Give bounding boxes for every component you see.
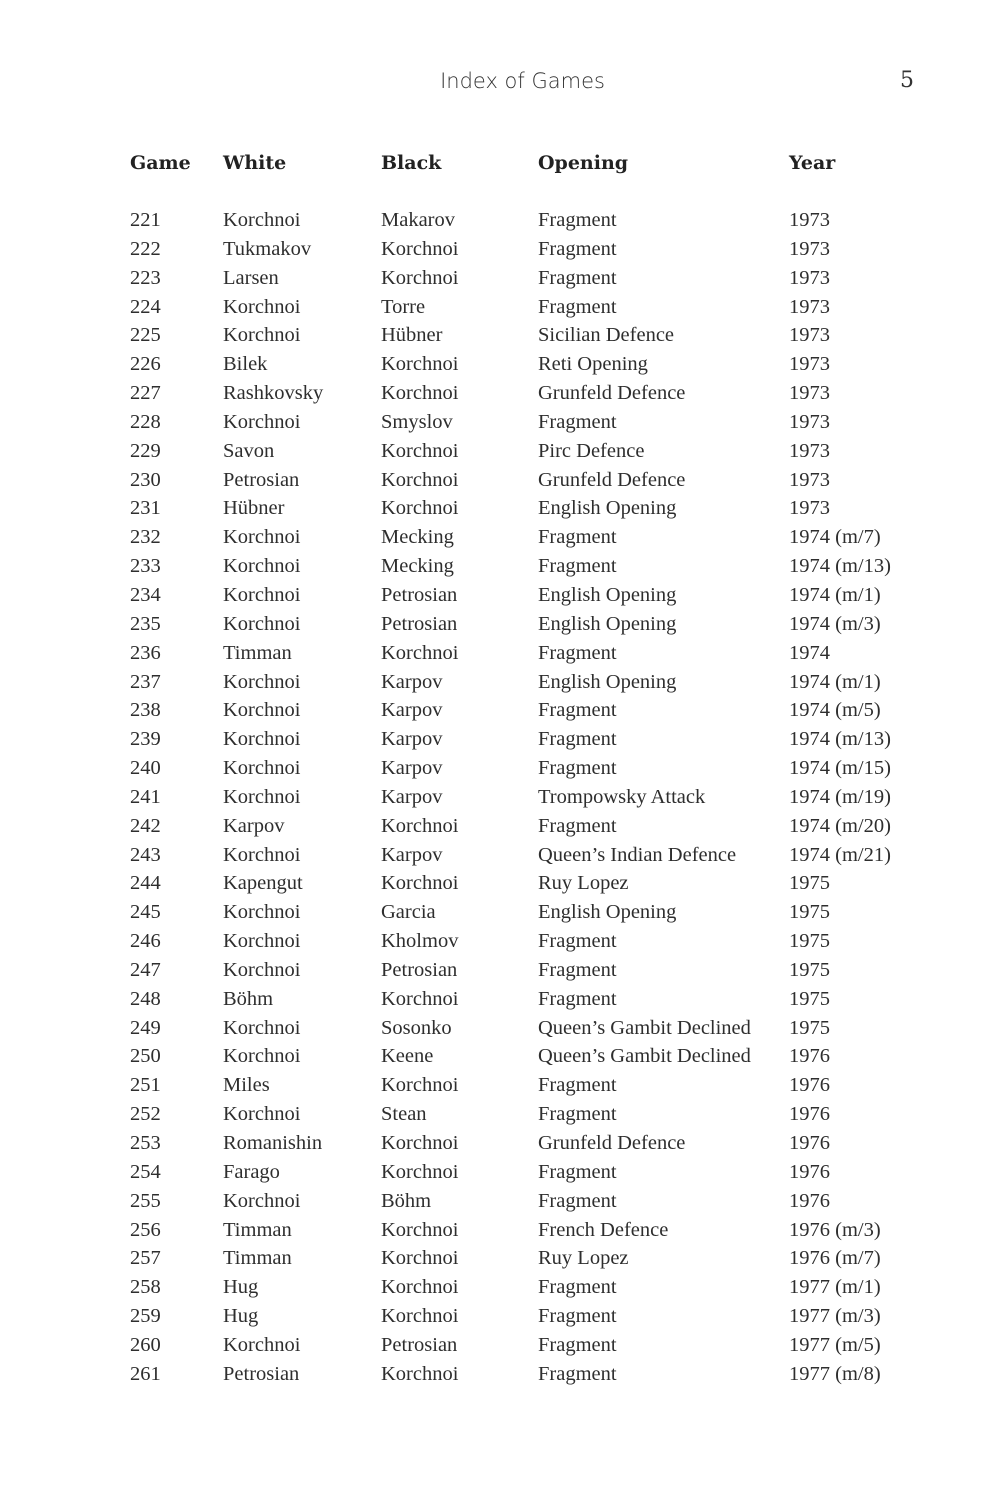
- cell-year: 1976 (m/3): [789, 1218, 881, 1241]
- cell-white-player: Korchnoi: [223, 612, 301, 635]
- cell-black-player: Korchnoi: [381, 353, 459, 376]
- cell-black-player: Mecking: [381, 526, 454, 549]
- cell-white-player: Böhm: [223, 987, 274, 1010]
- cell-black-player: Korchnoi: [381, 1218, 459, 1241]
- table-row: [130, 869, 930, 898]
- cell-opening: Fragment: [538, 1074, 617, 1097]
- cell-year: 1977 (m/1): [789, 1276, 881, 1299]
- cell-game-number: 243: [130, 843, 161, 866]
- table-row: [130, 235, 930, 264]
- table-row: [130, 1071, 930, 1100]
- table-row: [130, 1244, 930, 1273]
- table-row: [130, 1100, 930, 1129]
- table-row: [130, 956, 930, 985]
- table-row: [130, 696, 930, 725]
- cell-game-number: 229: [130, 439, 161, 462]
- cell-opening: Sicilian Defence: [538, 324, 675, 347]
- cell-white-player: Kapengut: [223, 872, 303, 895]
- cell-year: 1974 (m/7): [789, 526, 881, 549]
- cell-game-number: 237: [130, 670, 161, 693]
- cell-year: 1973: [789, 324, 830, 347]
- cell-opening: Grunfeld Defence: [538, 1132, 686, 1154]
- cell-opening: Fragment: [538, 958, 617, 981]
- cell-opening: Queen’s Indian Defence: [538, 843, 737, 866]
- cell-black-player: Petrosian: [381, 1333, 458, 1356]
- cell-white-player: Timman: [223, 1247, 292, 1270]
- column-header-white: White: [223, 152, 287, 174]
- cell-year: 1976: [789, 1074, 830, 1097]
- cell-opening: Fragment: [538, 757, 617, 780]
- cell-white-player: Larsen: [223, 266, 279, 289]
- cell-opening: Fragment: [538, 987, 617, 1010]
- cell-game-number: 230: [130, 468, 161, 491]
- cell-year: 1973: [789, 410, 830, 433]
- cell-black-player: Torre: [381, 295, 426, 318]
- cell-opening: Fragment: [538, 1333, 617, 1356]
- cell-opening: Fragment: [538, 1305, 617, 1328]
- cell-white-player: Korchnoi: [223, 1045, 301, 1068]
- column-header-opening: Opening: [538, 152, 629, 174]
- table-row: [130, 1273, 930, 1302]
- cell-game-number: 233: [130, 555, 161, 578]
- cell-game-number: 242: [130, 814, 161, 837]
- cell-black-player: Korchnoi: [381, 814, 459, 837]
- cell-white-player: Korchnoi: [223, 901, 301, 924]
- cell-game-number: 221: [130, 209, 161, 231]
- cell-black-player: Korchnoi: [381, 1305, 459, 1328]
- cell-opening: Fragment: [538, 1276, 617, 1299]
- cell-year: 1976: [789, 1160, 830, 1183]
- cell-year: 1973: [789, 209, 830, 231]
- table-row: [130, 206, 930, 235]
- cell-game-number: 258: [130, 1276, 161, 1299]
- table-row: [130, 725, 930, 754]
- table-row: [130, 1187, 930, 1216]
- table-row: [130, 1302, 930, 1331]
- table-row: [130, 754, 930, 783]
- cell-black-player: Petrosian: [381, 958, 458, 981]
- cell-year: 1975: [789, 930, 830, 953]
- games-table-body: [130, 206, 930, 1389]
- cell-black-player: Smyslov: [381, 410, 453, 433]
- table-row: [130, 494, 930, 523]
- page-number: 5: [900, 68, 914, 93]
- cell-opening: Queen’s Gambit Declined: [538, 1045, 751, 1068]
- cell-year: 1974 (m/5): [789, 699, 881, 722]
- table-row: [130, 1216, 930, 1245]
- cell-black-player: Mecking: [381, 555, 454, 578]
- cell-game-number: 255: [130, 1189, 161, 1212]
- cell-white-player: Romanishin: [223, 1132, 323, 1154]
- table-row: [130, 1042, 930, 1071]
- cell-game-number: 226: [130, 353, 161, 376]
- cell-white-player: Hübner: [223, 497, 285, 520]
- column-header-game: Game: [130, 152, 191, 174]
- cell-opening: Fragment: [538, 930, 617, 953]
- table-row: [130, 581, 930, 610]
- cell-year: 1976: [789, 1189, 830, 1212]
- cell-opening: Fragment: [538, 209, 617, 231]
- cell-black-player: Korchnoi: [381, 1247, 459, 1270]
- cell-game-number: 223: [130, 266, 161, 289]
- cell-game-number: 227: [130, 382, 161, 405]
- cell-game-number: 261: [130, 1362, 161, 1385]
- cell-white-player: Korchnoi: [223, 728, 301, 751]
- table-row: [130, 841, 930, 870]
- cell-white-player: Korchnoi: [223, 843, 301, 866]
- cell-opening: Ruy Lopez: [538, 1247, 629, 1270]
- cell-opening: Fragment: [538, 410, 617, 433]
- table-row: [130, 668, 930, 697]
- cell-white-player: Tukmakov: [223, 237, 312, 260]
- cell-black-player: Karpov: [381, 785, 443, 808]
- cell-year: 1977 (m/5): [789, 1333, 881, 1356]
- cell-white-player: Korchnoi: [223, 785, 301, 808]
- cell-opening: Fragment: [538, 266, 617, 289]
- cell-black-player: Hübner: [381, 324, 443, 347]
- cell-black-player: Karpov: [381, 728, 443, 751]
- column-header-black: Black: [381, 152, 442, 174]
- page-title: Index of Games: [440, 69, 605, 93]
- table-row: [130, 466, 930, 495]
- cell-white-player: Hug: [223, 1305, 259, 1328]
- cell-year: 1974 (m/20): [789, 814, 891, 837]
- cell-opening: Pirc Defence: [538, 439, 645, 462]
- cell-year: 1974 (m/13): [789, 728, 891, 751]
- cell-opening: Queen’s Gambit Declined: [538, 1016, 751, 1039]
- cell-black-player: Korchnoi: [381, 1362, 459, 1385]
- running-head: [0, 66, 1000, 96]
- cell-black-player: Petrosian: [381, 612, 458, 635]
- cell-game-number: 235: [130, 612, 161, 635]
- table-row: [130, 639, 930, 668]
- cell-white-player: Korchnoi: [223, 295, 301, 318]
- cell-game-number: 244: [130, 872, 161, 895]
- table-row: [130, 1360, 930, 1389]
- cell-game-number: 249: [130, 1016, 161, 1039]
- cell-game-number: 251: [130, 1074, 161, 1097]
- cell-opening: Fragment: [538, 295, 617, 318]
- cell-year: 1974 (m/19): [789, 785, 891, 808]
- cell-opening: Trompowsky Attack: [538, 785, 706, 808]
- cell-year: 1974 (m/13): [789, 555, 891, 578]
- cell-white-player: Korchnoi: [223, 757, 301, 780]
- column-header-year: Year: [789, 152, 836, 174]
- cell-year: 1974 (m/21): [789, 843, 891, 866]
- table-row: [130, 1129, 930, 1158]
- cell-opening: Fragment: [538, 555, 617, 578]
- cell-year: 1973: [789, 439, 830, 462]
- cell-year: 1975: [789, 1016, 830, 1039]
- cell-game-number: 259: [130, 1305, 161, 1328]
- table-row: [130, 927, 930, 956]
- table-row: [130, 437, 930, 466]
- cell-opening: Fragment: [538, 728, 617, 751]
- cell-year: 1973: [789, 353, 830, 376]
- cell-game-number: 222: [130, 237, 161, 260]
- cell-opening: Fragment: [538, 1189, 617, 1212]
- cell-game-number: 248: [130, 987, 161, 1010]
- cell-opening: English Opening: [538, 583, 677, 606]
- cell-black-player: Keene: [381, 1045, 434, 1068]
- cell-white-player: Miles: [223, 1074, 270, 1097]
- cell-game-number: 234: [130, 583, 161, 606]
- cell-white-player: Korchnoi: [223, 699, 301, 722]
- cell-white-player: Korchnoi: [223, 1016, 301, 1039]
- cell-game-number: 246: [130, 930, 161, 953]
- cell-game-number: 245: [130, 901, 161, 924]
- cell-white-player: Korchnoi: [223, 209, 301, 231]
- cell-game-number: 247: [130, 958, 161, 981]
- table-row: [130, 264, 930, 293]
- cell-black-player: Karpov: [381, 843, 443, 866]
- cell-black-player: Garcia: [381, 901, 436, 924]
- cell-year: 1974 (m/1): [789, 670, 881, 693]
- cell-year: 1973: [789, 295, 830, 318]
- cell-black-player: Korchnoi: [381, 266, 459, 289]
- table-row: [130, 898, 930, 927]
- cell-white-player: Timman: [223, 641, 292, 664]
- cell-year: 1973: [789, 497, 830, 520]
- table-row: [130, 408, 930, 437]
- cell-white-player: Savon: [223, 439, 275, 462]
- cell-white-player: Korchnoi: [223, 555, 301, 578]
- cell-opening: English Opening: [538, 497, 677, 520]
- cell-game-number: 254: [130, 1160, 161, 1183]
- cell-opening: Fragment: [538, 641, 617, 664]
- cell-black-player: Böhm: [381, 1189, 432, 1212]
- cell-year: 1975: [789, 987, 830, 1010]
- cell-year: 1976: [789, 1132, 830, 1154]
- table-row: [130, 350, 930, 379]
- cell-white-player: Korchnoi: [223, 324, 301, 347]
- cell-year: 1977 (m/8): [789, 1362, 881, 1385]
- cell-black-player: Petrosian: [381, 583, 458, 606]
- cell-black-player: Korchnoi: [381, 439, 459, 462]
- cell-black-player: Sosonko: [381, 1016, 452, 1039]
- cell-year: 1973: [789, 237, 830, 260]
- cell-year: 1976: [789, 1103, 830, 1126]
- cell-black-player: Korchnoi: [381, 641, 459, 664]
- cell-opening: English Opening: [538, 901, 677, 924]
- cell-year: 1976: [789, 1045, 830, 1068]
- table-row: [130, 523, 930, 552]
- cell-game-number: 257: [130, 1247, 161, 1270]
- cell-white-player: Korchnoi: [223, 1103, 301, 1126]
- cell-game-number: 232: [130, 526, 161, 549]
- cell-white-player: Bilek: [223, 353, 268, 376]
- cell-white-player: Korchnoi: [223, 410, 301, 433]
- cell-black-player: Korchnoi: [381, 987, 459, 1010]
- cell-opening: Fragment: [538, 1160, 617, 1183]
- table-row: [130, 321, 930, 350]
- cell-opening: Fragment: [538, 237, 617, 260]
- cell-white-player: Timman: [223, 1218, 292, 1241]
- cell-year: 1974 (m/1): [789, 583, 881, 606]
- table-row: [130, 610, 930, 639]
- cell-game-number: 252: [130, 1103, 161, 1126]
- cell-year: 1974 (m/15): [789, 757, 891, 780]
- cell-game-number: 239: [130, 728, 161, 751]
- cell-black-player: Korchnoi: [381, 382, 459, 405]
- cell-opening: Reti Opening: [538, 353, 648, 376]
- cell-opening: Fragment: [538, 814, 617, 837]
- cell-game-number: 231: [130, 497, 161, 520]
- cell-white-player: Korchnoi: [223, 670, 301, 693]
- cell-opening: Fragment: [538, 699, 617, 722]
- cell-black-player: Korchnoi: [381, 1160, 459, 1183]
- cell-game-number: 253: [130, 1132, 161, 1154]
- cell-black-player: Stean: [381, 1103, 427, 1126]
- cell-game-number: 241: [130, 785, 161, 808]
- table-row: [130, 1014, 930, 1043]
- cell-white-player: Korchnoi: [223, 526, 301, 549]
- cell-year: 1975: [789, 872, 830, 895]
- cell-black-player: Karpov: [381, 699, 443, 722]
- cell-white-player: Korchnoi: [223, 1189, 301, 1212]
- cell-white-player: Korchnoi: [223, 1333, 301, 1356]
- cell-opening: Grunfeld Defence: [538, 468, 686, 491]
- cell-black-player: Karpov: [381, 757, 443, 780]
- cell-opening: English Opening: [538, 670, 677, 693]
- cell-black-player: Korchnoi: [381, 468, 459, 491]
- cell-black-player: Korchnoi: [381, 497, 459, 520]
- table-row: [130, 783, 930, 812]
- cell-game-number: 240: [130, 757, 161, 780]
- cell-opening: Grunfeld Defence: [538, 382, 686, 405]
- cell-year: 1976 (m/7): [789, 1247, 881, 1270]
- cell-black-player: Korchnoi: [381, 237, 459, 260]
- cell-game-number: 256: [130, 1218, 161, 1241]
- cell-year: 1974: [789, 641, 830, 664]
- cell-game-number: 260: [130, 1333, 161, 1356]
- cell-game-number: 224: [130, 295, 161, 318]
- cell-black-player: Korchnoi: [381, 1276, 459, 1299]
- cell-game-number: 225: [130, 324, 161, 347]
- cell-white-player: Farago: [223, 1160, 280, 1183]
- cell-white-player: Karpov: [223, 814, 285, 837]
- cell-year: 1977 (m/3): [789, 1305, 881, 1328]
- cell-year: 1973: [789, 382, 830, 405]
- table-row: [130, 812, 930, 841]
- cell-white-player: Rashkovsky: [223, 382, 324, 405]
- table-row: [130, 1158, 930, 1187]
- table-row: [130, 293, 930, 322]
- cell-white-player: Korchnoi: [223, 930, 301, 953]
- cell-white-player: Petrosian: [223, 468, 300, 491]
- cell-opening: Fragment: [538, 1362, 617, 1385]
- cell-black-player: Korchnoi: [381, 1132, 459, 1154]
- cell-opening: Fragment: [538, 1103, 617, 1126]
- cell-white-player: Petrosian: [223, 1362, 300, 1385]
- cell-opening: Ruy Lopez: [538, 872, 629, 895]
- cell-white-player: Korchnoi: [223, 583, 301, 606]
- cell-black-player: Korchnoi: [381, 872, 459, 895]
- cell-year: 1973: [789, 266, 830, 289]
- cell-year: 1975: [789, 901, 830, 924]
- cell-game-number: 238: [130, 699, 161, 722]
- cell-year: 1973: [789, 468, 830, 491]
- cell-opening: French Defence: [538, 1218, 669, 1241]
- cell-white-player: Korchnoi: [223, 958, 301, 981]
- cell-opening: English Opening: [538, 612, 677, 635]
- table-row: [130, 379, 930, 408]
- table-header: [130, 148, 930, 178]
- cell-white-player: Hug: [223, 1276, 259, 1299]
- table-row: [130, 1331, 930, 1360]
- cell-opening: Fragment: [538, 526, 617, 549]
- table-row: [130, 985, 930, 1014]
- cell-black-player: Korchnoi: [381, 1074, 459, 1097]
- cell-black-player: Makarov: [381, 209, 456, 231]
- cell-year: 1974 (m/3): [789, 612, 881, 635]
- cell-game-number: 250: [130, 1045, 161, 1068]
- cell-game-number: 236: [130, 641, 161, 664]
- cell-black-player: Kholmov: [381, 930, 459, 953]
- cell-year: 1975: [789, 958, 830, 981]
- table-row: [130, 552, 930, 581]
- cell-black-player: Karpov: [381, 670, 443, 693]
- cell-game-number: 228: [130, 410, 161, 433]
